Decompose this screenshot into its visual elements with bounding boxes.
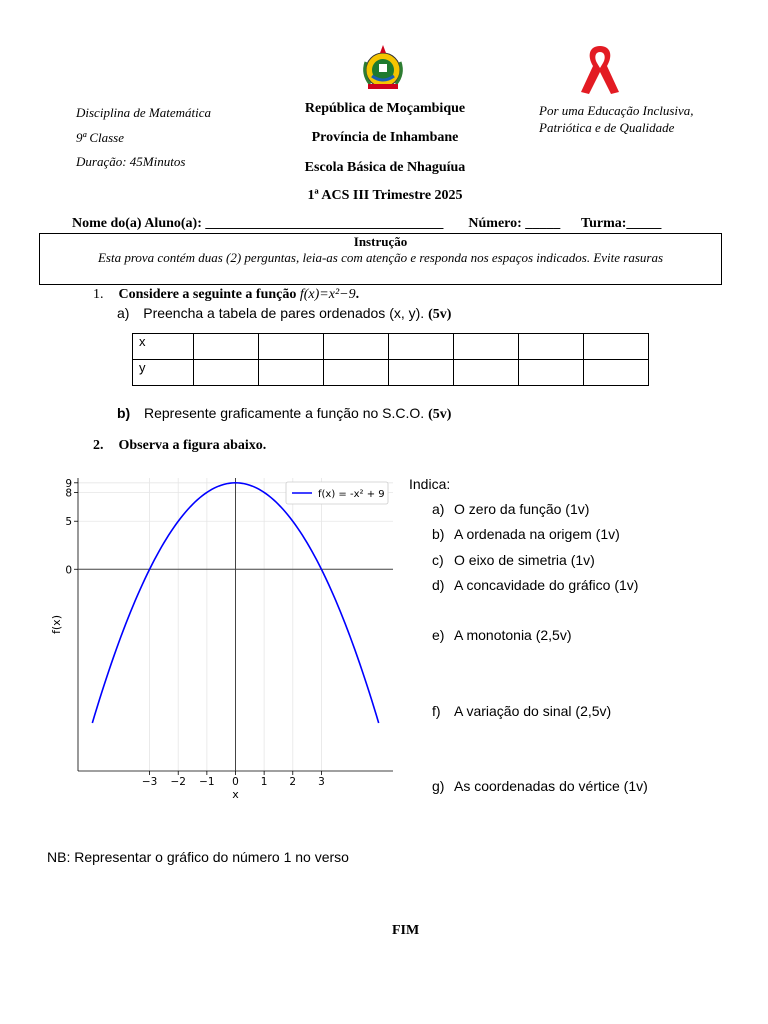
table-cell[interactable] [259, 360, 324, 386]
x-tick-label: 0 [232, 776, 239, 788]
x-tick-label: 1 [260, 776, 268, 788]
x-tick-label: −2 [170, 776, 186, 788]
student-name-field[interactable]: Nome do(a) Aluno(a): __________________________________ [72, 216, 444, 231]
nb-note: NB: Representar o gráfico do número 1 no verso [47, 849, 349, 865]
question-2 [93, 438, 266, 454]
y-tick-label: 9 [65, 477, 72, 490]
table-cell[interactable] [194, 334, 259, 360]
x-tick-label: −1 [199, 776, 215, 788]
table-cell[interactable] [324, 334, 389, 360]
legend-label: f(x) = -x² + 9 [318, 489, 385, 500]
coat-of-arms-emblem [358, 42, 408, 92]
question-1b-letter: b) [117, 405, 131, 421]
question-1a-text: Preencha a tabela de pares ordenados (x, y). [143, 305, 425, 321]
table-cell[interactable] [519, 360, 584, 386]
table-row-y [133, 360, 649, 386]
chart-legend [286, 482, 388, 504]
x-tick-label: 3 [318, 776, 325, 788]
y-axis-label: f(x) [50, 615, 63, 634]
list-item-a: a) O zero da função (1v) [432, 501, 590, 517]
student-class-field[interactable]: Turma:_____ [581, 216, 662, 231]
x-axis-label: x [232, 788, 239, 801]
question-1-formula: f(x)=x²−9 [299, 287, 356, 302]
list-item-b: b) A ordenada na origem (1v) [432, 526, 620, 542]
duration-label: Duração: 45Minutos [76, 154, 186, 169]
list-item-d: d) A concavidade do gráfico (1v) [432, 577, 639, 593]
x-tick-label: 2 [289, 776, 297, 788]
province-title: Província de Inhambane [311, 130, 459, 145]
red-ribbon-icon [575, 42, 625, 98]
table-cell[interactable] [389, 334, 454, 360]
question-1: 1. Considere a seguinte a função f(x)=x²−9. [93, 287, 360, 302]
grade-label: 9ª Classe [76, 130, 125, 145]
question-1b-points: (5v) [428, 407, 452, 422]
question-1-text: Considere a seguinte a função [118, 287, 297, 302]
end-label: FIM [392, 923, 420, 938]
x-tick-label: −3 [141, 776, 158, 788]
student-info-line [72, 216, 661, 232]
table-cell[interactable] [519, 334, 584, 360]
table-label-x: x [133, 334, 194, 360]
instruction-box [39, 233, 722, 285]
exam-title: 1ª ACS III Trimestre 2025 [307, 188, 463, 203]
table-cell[interactable] [259, 334, 324, 360]
indica-label: Indica: [409, 476, 451, 492]
question-1a-letter: a) [117, 305, 130, 321]
table-label-y: y [133, 360, 194, 386]
instruction-text: Esta prova contém duas (2) perguntas, leia-as com atenção e responda nos espaços indicados. Evite rasuras [97, 250, 664, 265]
subject-label: Disciplina de Matemática [76, 105, 212, 120]
table-cell[interactable] [454, 334, 519, 360]
y-tick-label: 5 [65, 516, 72, 529]
school-title: Escola Básica de Nhaguíua [304, 160, 466, 175]
list-item-g: g) As coordenadas do vértice (1v) [432, 778, 648, 794]
ordered-pairs-table [132, 333, 649, 386]
table-cell[interactable] [324, 360, 389, 386]
list-item-f: f) A variação do sinal (2,5v) [432, 703, 612, 719]
question-1-number: 1. [93, 287, 104, 302]
table-cell[interactable] [389, 360, 454, 386]
question-1b [117, 405, 451, 423]
student-number-field[interactable]: Número: _____ [468, 216, 561, 231]
question-1b-text: Represente graficamente a função no S.C.O. [144, 405, 425, 421]
parabola-chart [48, 472, 398, 802]
question-2-number: 2. [93, 438, 104, 453]
table-cell[interactable] [194, 360, 259, 386]
table-cell[interactable] [454, 360, 519, 386]
table-row-x [133, 334, 649, 360]
table-cell[interactable] [584, 360, 649, 386]
motto-text: Por uma Educação Inclusiva, Patriótica e de Qualidade [539, 103, 694, 135]
question-1a [117, 305, 451, 323]
question-1a-points: (5v) [428, 307, 452, 322]
y-tick-label: 8 [65, 487, 72, 500]
country-title: República de Moçambique [304, 101, 466, 116]
list-item-e: e) A monotonia (2,5v) [432, 627, 572, 643]
question-2-text: Observa a figura abaixo. [118, 438, 267, 453]
list-item-c: c) O eixo de simetria (1v) [432, 552, 595, 568]
instruction-title: Instrução [353, 234, 408, 249]
y-tick-label: 0 [65, 564, 72, 577]
table-cell[interactable] [584, 334, 649, 360]
